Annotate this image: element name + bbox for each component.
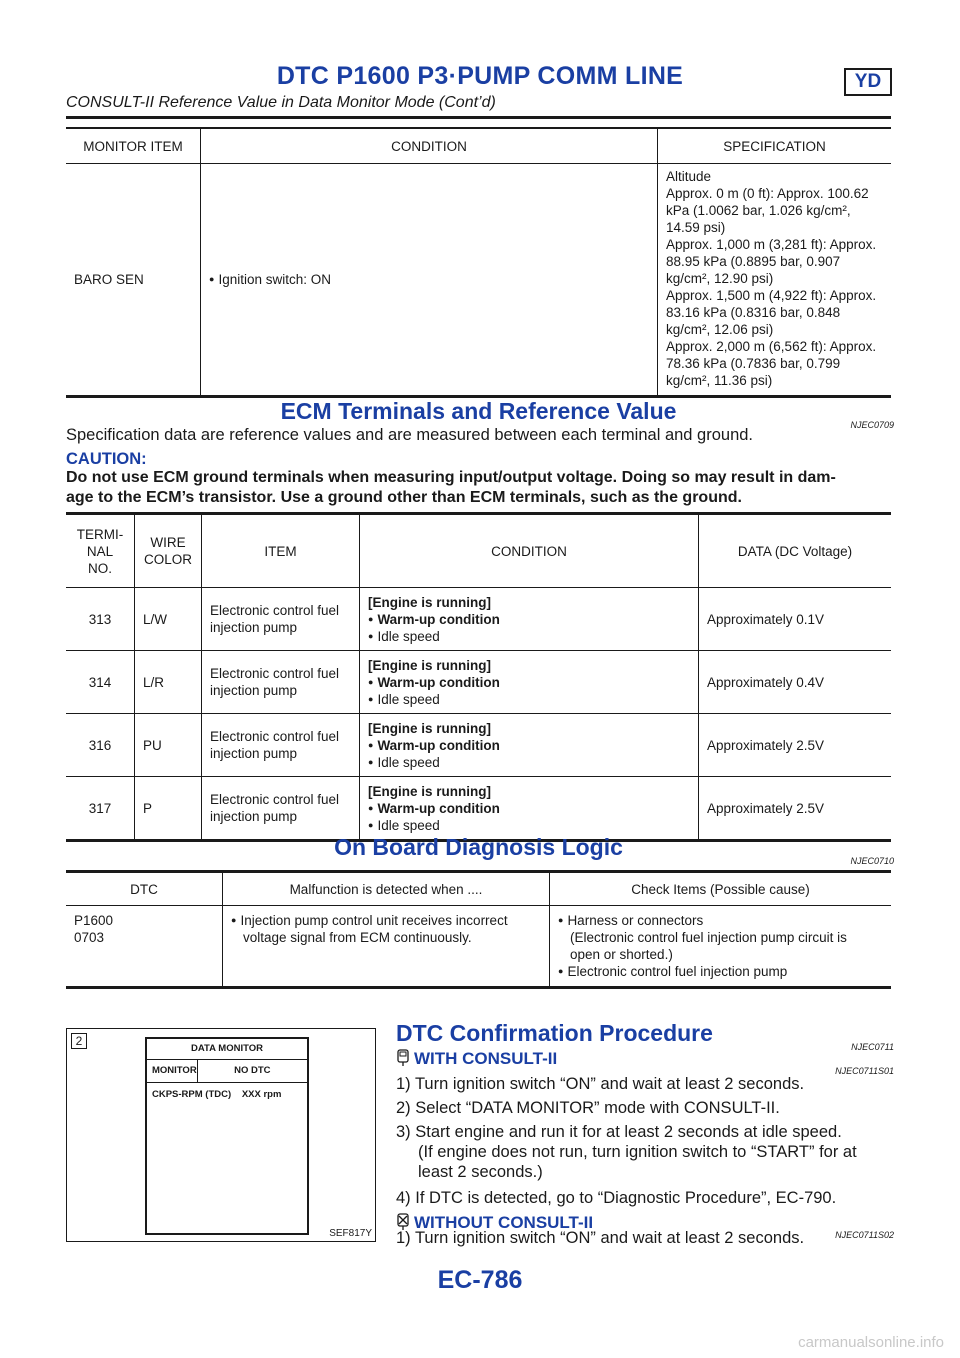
col-header: MONITOR ITEM xyxy=(66,128,201,164)
spec-line: Approx. 1,500 m (4,922 ft): Approx. xyxy=(666,288,877,303)
check-line: (Electronic control fuel injection pump circuit is xyxy=(570,930,847,945)
monitor-condition xyxy=(201,164,658,397)
spec-line: 83.16 kPa (0.8316 bar, 0.848 xyxy=(666,305,841,320)
spec-line: 78.36 kPa (0.7836 bar, 0.799 xyxy=(666,356,841,371)
check-line: Electronic control fuel injection pump xyxy=(567,964,788,979)
table-header-row xyxy=(66,514,891,588)
spec-line: 14.59 psi) xyxy=(666,220,726,235)
step-3-note: least 2 seconds.) xyxy=(418,1163,543,1181)
item-line: injection pump xyxy=(210,620,298,635)
step-3-text: 3) Start engine and run it for at least 2 seconds at idle speed. xyxy=(396,1123,842,1141)
check-line: Harness or connectors xyxy=(567,913,704,928)
cond-line: Idle speed xyxy=(377,691,440,707)
screen-value: XXX rpm xyxy=(241,1089,282,1100)
condition-cell xyxy=(360,588,699,651)
cond-line: Idle speed xyxy=(377,628,440,644)
malfunction-cell xyxy=(223,906,550,988)
item-line: Electronic control fuel xyxy=(210,729,340,744)
data-monitor-figure xyxy=(66,1028,376,1242)
header-line: NO. xyxy=(87,560,112,576)
data-value: Approximately 2.5V xyxy=(707,800,825,816)
page-subtitle: CONSULT-II Reference Value in Data Monitor Mode (Cont’d) xyxy=(66,94,496,111)
data-value: Approximately 0.1V xyxy=(699,588,892,651)
condition-text: Ignition switch: ON xyxy=(218,272,331,287)
monitor-screen xyxy=(145,1037,309,1235)
check-items-cell xyxy=(550,906,892,988)
section-code: NJEC0711S02 xyxy=(835,1230,894,1240)
section-title-ecm: ECM Terminals and Reference Value xyxy=(280,398,677,424)
table-row xyxy=(66,906,891,988)
condition-cell xyxy=(360,777,699,841)
item-cell xyxy=(202,588,360,651)
caution-line: age to the ECM’s transistor. Use a ground other than ECM terminals, such as the ground. xyxy=(66,489,742,506)
screen-item: CKPS-RPM (TDC) xyxy=(152,1089,232,1100)
item-line: Electronic control fuel xyxy=(210,666,340,681)
section-code: NJEC0711 xyxy=(851,1042,894,1052)
cond-line: Warm-up condition xyxy=(377,611,500,627)
condition-cell xyxy=(360,651,699,714)
consult-tool-icon xyxy=(396,1049,410,1067)
table-row xyxy=(66,714,891,777)
wire-color: PU xyxy=(135,714,202,777)
table-header-row xyxy=(66,128,891,164)
terminal-no: 316 xyxy=(66,714,135,777)
cond-head: [Engine is running] xyxy=(368,783,491,799)
terminal-no: 317 xyxy=(66,777,135,841)
malfunction-line: voltage signal from ECM continuously. xyxy=(243,930,472,945)
check-line: open or shorted.) xyxy=(570,947,673,962)
cond-head: [Engine is running] xyxy=(368,720,491,736)
item-cell xyxy=(202,777,360,841)
dtc-code xyxy=(66,906,223,988)
table-row xyxy=(66,651,891,714)
step-3-note: (If engine does not run, turn ignition switch to “START” for at xyxy=(418,1143,857,1161)
caution-line: Do not use ECM ground terminals when measuring input/output voltage. Doing so may result in dam- xyxy=(66,469,836,486)
dtc-line: 0703 xyxy=(74,930,105,945)
col-header-item: ITEM xyxy=(202,514,360,588)
screen-col-status: NO DTC xyxy=(197,1060,307,1082)
col-header: CONDITION xyxy=(201,128,658,164)
step-3 xyxy=(396,1122,857,1182)
section-code: NJEC0710 xyxy=(850,856,894,866)
item-line: injection pump xyxy=(210,683,298,698)
without-consult-label: WITHOUT CONSULT-II xyxy=(414,1213,594,1232)
spec-line: Altitude xyxy=(666,169,712,184)
monitor-table xyxy=(66,127,891,398)
col-header-data: DATA (DC Voltage) xyxy=(699,514,892,588)
cond-line: Idle speed xyxy=(377,817,440,833)
cond-line: Warm-up condition xyxy=(377,737,500,753)
caution-label: CAUTION: xyxy=(66,450,147,468)
with-consult-heading xyxy=(396,1049,557,1069)
col-header-wire xyxy=(135,514,202,588)
spec-line: kg/cm², 12.06 psi) xyxy=(666,322,774,337)
cond-line: Warm-up condition xyxy=(377,800,500,816)
screen-title: DATA MONITOR xyxy=(147,1039,307,1060)
engine-badge: YD xyxy=(844,68,892,96)
header-rule xyxy=(66,116,891,119)
item-line: Electronic control fuel xyxy=(210,792,340,807)
without-step-1: 1) Turn ignition switch “ON” and wait at least 2 seconds. xyxy=(396,1229,805,1247)
col-header: Malfunction is detected when .... xyxy=(223,872,550,906)
item-line: injection pump xyxy=(210,809,298,824)
with-consult-label: WITH CONSULT-II xyxy=(414,1049,558,1068)
screen-item-row xyxy=(147,1083,307,1106)
page-number: EC-786 xyxy=(437,1266,523,1294)
table-header-row xyxy=(66,872,891,906)
item-line: injection pump xyxy=(210,746,298,761)
spec-line: 88.95 kPa (0.8895 bar, 0.907 xyxy=(666,254,841,269)
col-header-condition: CONDITION xyxy=(360,514,699,588)
table-row xyxy=(66,777,891,841)
terminal-no: 314 xyxy=(66,651,135,714)
col-header: DTC xyxy=(66,872,223,906)
intro-text: Specification data are reference values and are measured between each terminal and ground. xyxy=(66,426,754,444)
screen-header-row xyxy=(147,1060,307,1083)
header-line: WIRE xyxy=(150,535,186,550)
wire-color: P xyxy=(135,777,202,841)
item-cell xyxy=(202,714,360,777)
col-header: SPECIFICATION xyxy=(658,128,892,164)
section-code: NJEC0711S01 xyxy=(835,1066,894,1076)
header-line: NAL xyxy=(86,543,114,559)
spec-line: Approx. 0 m (0 ft): Approx. 100.62 xyxy=(666,186,869,201)
col-header-terminal xyxy=(66,514,135,588)
page-title: DTC P1600 P3·PUMP COMM LINE xyxy=(276,62,684,90)
data-value: Approximately 2.5V xyxy=(699,714,892,777)
spec-line: Approx. 1,000 m (3,281 ft): Approx. xyxy=(666,237,877,252)
watermark: carmanualsonline.info xyxy=(798,1334,944,1351)
table-row xyxy=(66,588,891,651)
cond-line: Idle speed xyxy=(377,754,440,770)
wire-color: L/R xyxy=(135,651,202,714)
figure-number: 2 xyxy=(71,1033,87,1049)
cond-line: Warm-up condition xyxy=(377,674,500,690)
spec-line: kPa (1.0062 bar, 1.026 kg/cm², xyxy=(666,203,851,218)
header-line: TERMI- xyxy=(76,526,124,542)
item-cell xyxy=(202,651,360,714)
spec-line: kg/cm², 11.36 psi) xyxy=(666,373,773,388)
item-line: Electronic control fuel xyxy=(210,603,340,618)
table-row xyxy=(66,164,891,397)
wire-color: L/W xyxy=(135,588,202,651)
figure-code: SEF817Y xyxy=(329,1228,372,1239)
cond-head: [Engine is running] xyxy=(368,657,491,673)
spec-line: Approx. 2,000 m (6,562 ft): Approx. xyxy=(666,339,877,354)
monitor-item: BARO SEN xyxy=(66,164,201,397)
data-value: Approximately 0.4V xyxy=(699,651,892,714)
cond-head: [Engine is running] xyxy=(368,594,491,610)
ecm-terminal-table xyxy=(66,512,891,842)
step-4: 4) If DTC is detected, go to “Diagnostic Procedure”, EC-790. xyxy=(396,1189,837,1207)
procedure-title: DTC Confirmation Procedure xyxy=(396,1020,713,1046)
step-1: 1) Turn ignition switch “ON” and wait at least 2 seconds. xyxy=(396,1075,805,1093)
spec-line: kg/cm², 12.90 psi) xyxy=(666,271,774,286)
dtc-line: P1600 xyxy=(74,913,114,928)
condition-cell xyxy=(360,714,699,777)
section-code: NJEC0709 xyxy=(850,420,894,430)
col-header: Check Items (Possible cause) xyxy=(550,872,892,906)
section-title-obd: On Board Diagnosis Logic xyxy=(334,834,623,860)
step-2: 2) Select “DATA MONITOR” mode with CONSULT-II. xyxy=(396,1099,780,1117)
obd-logic-table xyxy=(66,870,891,989)
monitor-spec xyxy=(658,164,892,397)
malfunction-line: Injection pump control unit receives incorrect xyxy=(240,913,508,928)
terminal-no: 313 xyxy=(66,588,135,651)
header-line: COLOR xyxy=(143,552,192,567)
screen-col-monitor: MONITOR xyxy=(152,1065,197,1076)
caution-text xyxy=(66,468,896,508)
